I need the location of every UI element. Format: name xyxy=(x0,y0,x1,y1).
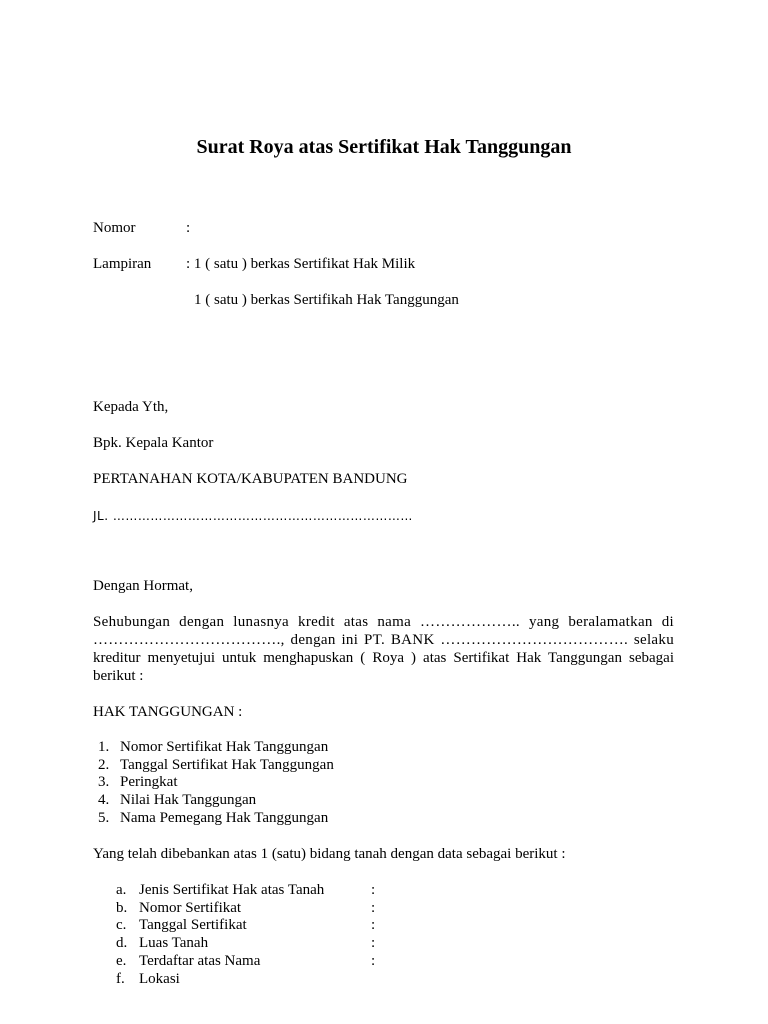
land-item-colon: : xyxy=(371,935,376,951)
ht-item-number: 3. xyxy=(98,774,110,790)
body-line-1: Sehubungan dengan lunasnya kredit atas nama ……………….. yang beralamatkan di xyxy=(93,614,674,630)
ht-item-label: Nomor Sertifikat Hak Tanggungan xyxy=(120,739,329,755)
land-item-colon: : xyxy=(371,882,376,898)
land-item-label: Luas Tanah xyxy=(139,935,209,951)
land-item-letter: e. xyxy=(116,953,127,969)
land-item-colon: : xyxy=(371,917,376,933)
recipient-address: JL. ……………………………………………………………… xyxy=(93,509,413,523)
lampiran-label: Lampiran xyxy=(93,256,152,272)
body-line-2: ………………………………., dengan ini PT. BANK ………………………………. selaku xyxy=(93,632,674,648)
land-item-letter: c. xyxy=(116,917,127,933)
land-item-letter: a. xyxy=(116,882,127,898)
nomor-label: Nomor xyxy=(93,220,136,236)
land-item-letter: f. xyxy=(116,971,125,987)
land-intro: Yang telah dibebankan atas 1 (satu) bidang tanah dengan data sebagai berikut : xyxy=(93,846,566,862)
land-item-label: Tanggal Sertifikat xyxy=(139,917,247,933)
ht-item-label: Nama Pemegang Hak Tanggungan xyxy=(120,810,329,826)
ht-item-label: Peringkat xyxy=(120,774,178,790)
lampiran-line-1: : 1 ( satu ) berkas Sertifikat Hak Milik xyxy=(186,256,416,272)
land-item-label: Jenis Sertifikat Hak atas Tanah xyxy=(139,882,325,898)
land-item-letter: d. xyxy=(116,935,128,951)
land-item-colon: : xyxy=(371,900,376,916)
land-item-label: Lokasi xyxy=(139,971,180,987)
hak-tanggungan-heading: HAK TANGGUNGAN : xyxy=(93,704,243,720)
recipient-greeting: Kepada Yth, xyxy=(93,399,169,415)
document-title: Surat Roya atas Sertifikat Hak Tanggungan xyxy=(196,136,572,158)
body-line-4: berikut : xyxy=(93,668,144,684)
ht-item-number: 5. xyxy=(98,810,110,826)
ht-item-label: Tanggal Sertifikat Hak Tanggungan xyxy=(120,757,334,773)
land-item-label: Nomor Sertifikat xyxy=(139,900,242,916)
recipient-title: Bpk. Kepala Kantor xyxy=(93,435,214,451)
land-item-letter: b. xyxy=(116,900,128,916)
body-line-3: kreditur menyetujui untuk menghapuskan ( Roya ) atas Sertifikat Hak Tanggungan sebagai xyxy=(93,650,674,666)
ht-item-number: 2. xyxy=(98,757,110,773)
land-item-colon: : xyxy=(371,953,376,969)
lampiran-line-2: 1 ( satu ) berkas Sertifikah Hak Tanggungan xyxy=(194,292,459,308)
ht-item-number: 1. xyxy=(98,739,110,755)
nomor-value: : xyxy=(186,220,191,236)
ht-item-label: Nilai Hak Tanggungan xyxy=(120,792,257,808)
recipient-office: PERTANAHAN KOTA/KABUPATEN BANDUNG xyxy=(93,471,408,487)
salutation: Dengan Hormat, xyxy=(93,578,193,594)
ht-item-number: 4. xyxy=(98,792,110,808)
land-item-label: Terdaftar atas Nama xyxy=(139,953,261,969)
